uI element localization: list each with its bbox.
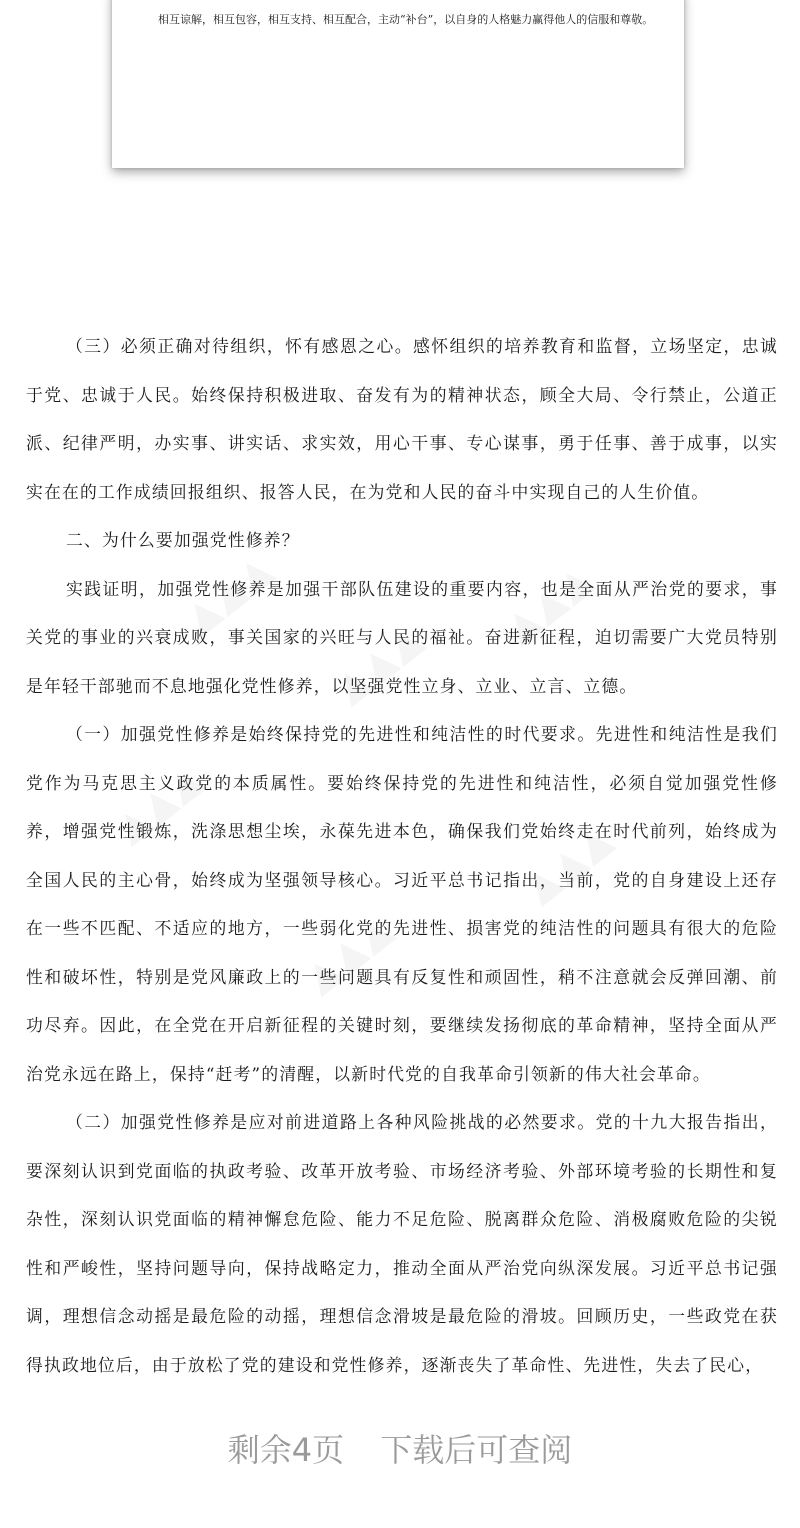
watermark-mark: ▲▲▲ (326, 614, 433, 712)
heading-why-strengthen: 二、为什么要加强党性修养？ (66, 530, 300, 550)
watermark-mark: ▲▲▲ (296, 904, 403, 1002)
preview-paragraph: 相互谅解，相互包容，相互支持、相互配合，主动“补台”，以自身的人格魅力赢得他人的信服和尊敬。 (158, 13, 654, 26)
download-prompt[interactable] (0, 1425, 800, 1471)
document-body (26, 322, 778, 1389)
previous-page-preview (112, 0, 684, 168)
paragraph-point-two: （二）加强党性修养是应对前进道路上各种风险挑战的必然要求。党的十九大报告指出，要深刻认识到党面临的执政考验、改革开放考验、市场经济考验、外部环境考验的长期性和复杂性，深刻认识党面临的精神懈怠危险、能力不足危险、脱离群众危险、消极腐败危险的尖锐性和严峻性，坚持问题导向，保持战略定力，推动全面从严治党向纵深发展。习近平总书记强调，理想信念动摇是最危险的动摇，理想信念滑坡是最危险的滑坡。回顾历史，一些政党在获得执政地位后，由于放松了党的建设和党性修养，逐渐丧失了革命性、先进性，失去了民心， (26, 1112, 778, 1375)
watermark-mark: ▲▲▲ (516, 814, 623, 912)
paragraph-point-one: （一）加强党性修养是始终保持党的先进性和纯洁性的时代要求。先进性和纯洁性是我们党作为马克思主义政党的本质属性。要始终保持党的先进性和纯洁性，必须自觉加强党性修养，增强党性锻炼，洗涤思想尘埃，永葆先进本色，确保我们党始终走在时代前列，始终成为全国人民的主心骨，始终成为坚强领导核心。习近平总书记指出，当前，党的自身建设上还存在一些不匹配、不适应的地方，一些弱化党的先进性、损害党的纯洁性的问题具有很大的危险性和破坏性，特别是党风廉政上的一些问题具有反复性和顽固性，稍不注意就会反弹回潮、前功尽弃。因此，在全党在开启新征程的关键时刻，要继续发扬彻底的革命精神，坚持全面从严治党永远在路上，保持“赶考”的清醒，以新时代党的自我革命引领新的伟大社会革命。 (26, 724, 778, 1084)
watermark-mark: ▲▲▲ (176, 544, 283, 642)
download-hint-label: 下载后可查阅 (380, 1431, 573, 1469)
watermark-mark: ▲▲▲ (496, 554, 603, 652)
paragraph-practice-proves: 实践证明，加强党性修养是加强干部队伍建设的重要内容，也是全面从严治党的要求，事关党的事业的兴衰成败，事关国家的兴旺与人民的福祉。奋进新征程，迫切需要广大党员特别是年轻干部驰而不息地强化党性修养，以坚强党性立身、立业、立言、立德。 (26, 578, 778, 696)
remaining-pages-label: 剩余4页 (227, 1431, 345, 1469)
paragraph-section-three: （三）必须正确对待组织，怀有感恩之心。感怀组织的培养教育和监督，立场坚定，忠诚于党、忠诚于人民。始终保持积极进取、奋发有为的精神状态，顾全大局、令行禁止，公道正派、纪律严明，办实事、讲实话、求实效，用心干事、专心谋事，勇于任事、善于成事，以实实在在的工作成绩回报组织、报答人民，在为党和人民的奋斗中实现自己的人生价值。 (26, 336, 778, 502)
watermark-mark: ▲▲▲ (106, 754, 213, 852)
